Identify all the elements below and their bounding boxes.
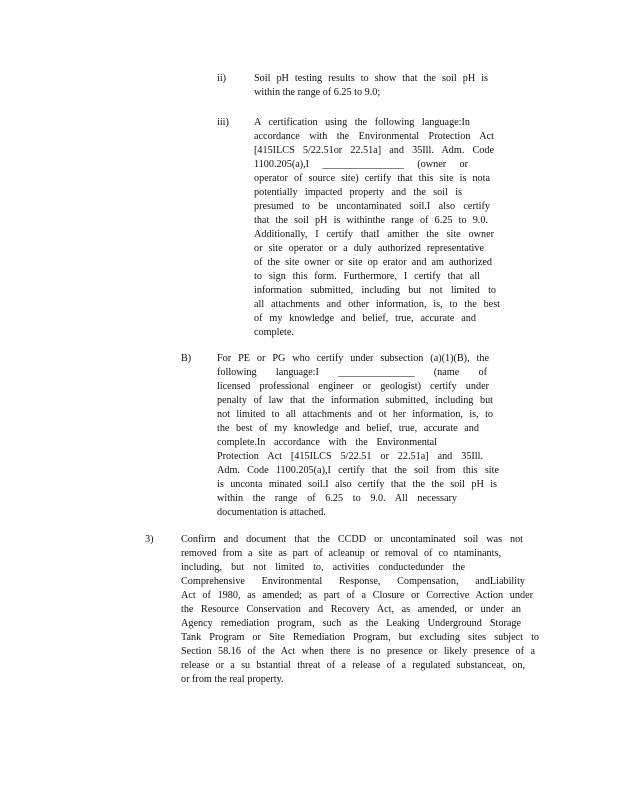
item-b-line: Adm. Code 1100.205(a),I certify that the soil from this site xyxy=(217,465,499,476)
item-3-line: including, but not limited to, activities conductedunder the xyxy=(181,562,465,573)
item-ii-line: within the range of 6.25 to 9.0; xyxy=(254,87,381,98)
item-3-line: Confirm and document that the CCDD or uncontaminated soil was not xyxy=(181,534,523,545)
item-3-line: release or a su bstantial threat of a release of a regulated substanceat, on, xyxy=(181,660,525,671)
item-iii-line: 1100.205(a),I ________________ (owner or xyxy=(254,159,468,170)
item-b-line: within the range of 6.25 to 9.0. All necessary xyxy=(217,493,457,504)
item-3-line: Comprehensive Environmental Response, Compensation, andLiability xyxy=(181,576,525,587)
item-3-line: Act of 1980, as amended; as part of a Closure or Corrective Action under xyxy=(181,590,533,601)
item-iii-line: complete. xyxy=(254,327,294,338)
item-iii-line: accordance with the Environmental Protection Act xyxy=(254,131,494,142)
item-b-line: not limited to all attachments and ot her information, is, to xyxy=(217,409,493,420)
item-b-line: penalty of law that the information submitted, including but xyxy=(217,395,493,406)
item-iii-line: potentially impacted property and the soil is xyxy=(254,187,462,198)
item-iii-line: [415ILCS 5/22.51or 22.51a] and 35Ill. Adm. Code xyxy=(254,145,494,156)
item-iii-line: A certification using the following language:In xyxy=(254,117,470,128)
item-iii-line: Additionally, I certify thatI amither the site owner xyxy=(254,229,494,240)
item-iii-line: all attachments and other information, is, to the best xyxy=(254,299,500,310)
item-b-line: the best of my knowledge and belief, true, accurate and xyxy=(217,423,479,434)
item-iii-line: that the soil pH is withinthe range of 6.25 to 9.0. xyxy=(254,215,488,226)
item-b-line: complete.In accordance with the Environmental xyxy=(217,437,437,448)
item-ii-line: Soil pH testing results to show that the soil pH is xyxy=(254,73,488,84)
item-3-line: or from the real property. xyxy=(181,674,284,685)
list-marker-3: 3) xyxy=(145,534,154,545)
item-3-line: the Resource Conservation and Recovery Act, as amended, or under an xyxy=(181,604,521,615)
item-3-line: Agency remediation program, such as the Leaking Underground Storage xyxy=(181,618,521,629)
item-b-line: Protection Act [415ILCS 5/22.51 or 22.51a] and 35Ill. xyxy=(217,451,483,462)
list-marker-ii: ii) xyxy=(217,73,227,84)
item-iii-line: or site operator or a duly authorized representative xyxy=(254,243,484,254)
item-iii-line: of the site owner or site op erator and am authorized xyxy=(254,257,492,268)
item-b-line: following language:I _______________ (name of xyxy=(217,367,487,378)
item-b-line: documentation is attached. xyxy=(217,507,326,518)
item-b-line: licensed professional engineer or geologist) certify under xyxy=(217,381,489,392)
item-iii-line: presumed to be uncontaminated soil.I also certify xyxy=(254,201,490,212)
item-3-line: removed from a site as part of acleanup or removal of co ntaminants, xyxy=(181,548,501,559)
list-marker-iii: iii) xyxy=(217,117,229,128)
item-b-line: For PE or PG who certify under subsection (a)(1)(B), the xyxy=(217,353,489,364)
item-iii-line: to sign this form. Furthermore, I certify that all xyxy=(254,271,480,282)
item-3-line: Section 58.16 of the Act when there is no presence or likely presence of a xyxy=(181,646,535,657)
list-marker-b: B) xyxy=(181,353,192,364)
item-iii-line: information submitted, including but not limited to xyxy=(254,285,496,296)
item-b-line: is unconta minated soil.I also certify that the the soil pH is xyxy=(217,479,497,490)
item-3-line: Tank Program or Site Remediation Program, but excluding sites subject to xyxy=(181,632,539,643)
item-iii-line: of my knowledge and belief, true, accurate and xyxy=(254,313,476,324)
item-iii-line: operator of source site) certify that this site is nota xyxy=(254,173,490,184)
